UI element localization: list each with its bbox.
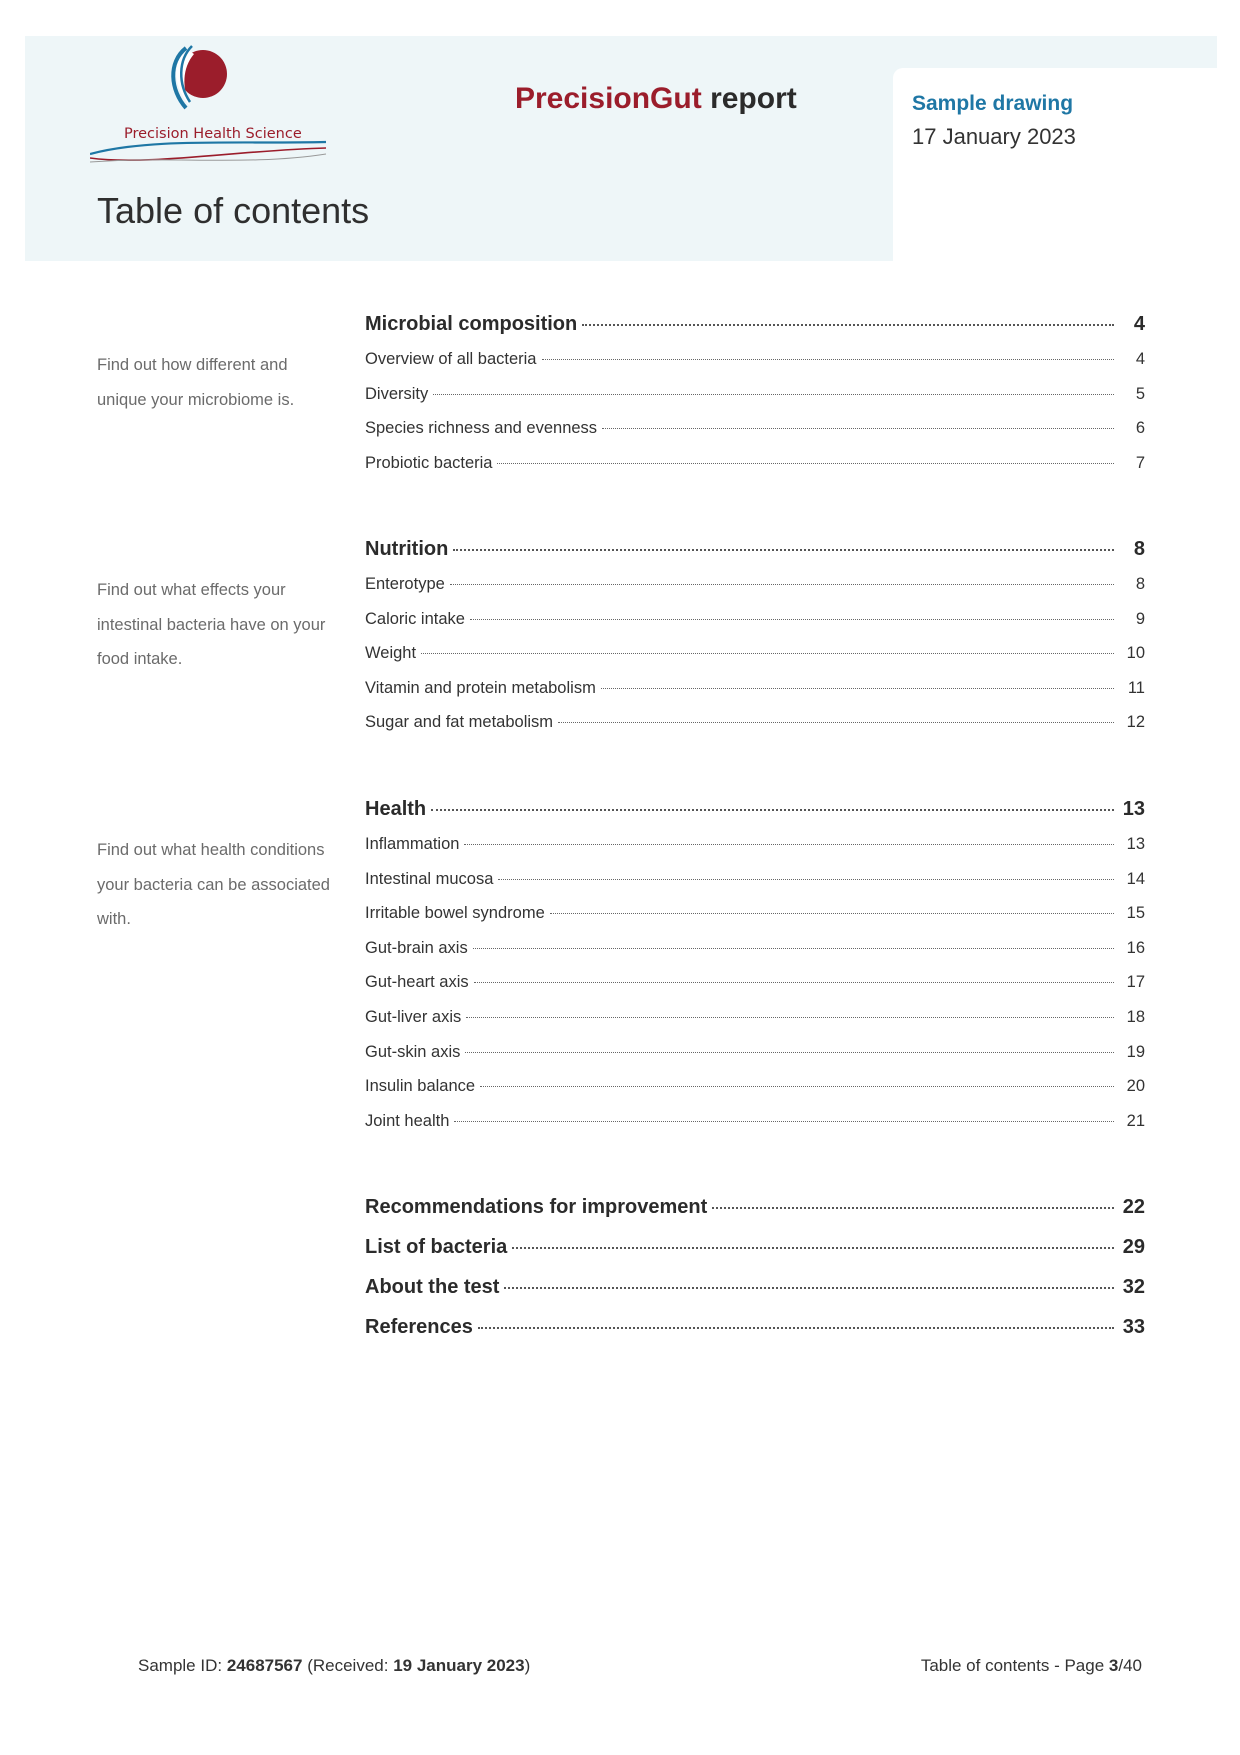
toc-item-page: 13 (1126, 835, 1145, 853)
toc-section-nutrition (365, 538, 1145, 748)
toc-item-label: Gut-liver axis (365, 1007, 462, 1026)
toc-item-label: Insulin balance (365, 1077, 476, 1096)
toc-item-label: Probiotic bacteria (365, 453, 493, 472)
toc-main-page: 22 (1122, 1196, 1145, 1218)
dot-leader (474, 982, 1114, 983)
dot-leader (466, 1017, 1114, 1018)
report-suffix: report (710, 82, 797, 115)
toc-item[interactable] (365, 870, 1145, 905)
logo-emblem-icon (90, 42, 330, 172)
dot-leader (712, 1207, 1114, 1209)
dot-leader (558, 722, 1114, 723)
dot-leader (433, 394, 1114, 395)
dot-leader (550, 913, 1114, 914)
toc-section-microbial-composition (365, 313, 1145, 488)
dot-leader (470, 619, 1114, 620)
toc-item-page: 17 (1126, 973, 1145, 992)
sample-id-label: Sample ID: (138, 1656, 223, 1675)
toc-item-page: 10 (1126, 644, 1145, 663)
toc-item[interactable] (365, 939, 1145, 974)
dot-leader (601, 688, 1114, 689)
dot-leader (473, 948, 1114, 949)
toc-item-label: Species richness and evenness (365, 419, 598, 438)
toc-item-page: 5 (1135, 384, 1145, 403)
toc-item-page: 16 (1126, 938, 1145, 957)
toc-item[interactable] (365, 610, 1145, 645)
toc-main-page: 29 (1122, 1236, 1145, 1258)
toc-item[interactable] (365, 385, 1145, 420)
toc-item[interactable] (365, 644, 1145, 679)
toc-main-entry[interactable] (365, 1196, 1145, 1236)
page-current: 3 (1108, 1656, 1119, 1675)
toc-heading[interactable] (365, 538, 1145, 575)
received-label: (Received: (307, 1656, 389, 1675)
toc-item-label: Gut-skin axis (365, 1042, 461, 1061)
toc-heading-page: 8 (1133, 538, 1145, 560)
toc-main-page: 33 (1122, 1316, 1145, 1338)
toc-item[interactable] (365, 973, 1145, 1008)
toc-item[interactable] (365, 713, 1145, 748)
page-title: Table of contents (97, 190, 370, 231)
dot-leader (480, 1086, 1114, 1087)
dot-leader (464, 844, 1114, 845)
toc-item[interactable] (365, 679, 1145, 714)
toc-heading[interactable] (365, 798, 1145, 835)
toc-item-page: 9 (1135, 609, 1145, 628)
toc-heading[interactable] (365, 313, 1145, 350)
toc-item[interactable] (365, 575, 1145, 610)
toc-item-page: 18 (1126, 1007, 1145, 1026)
toc-item-page: 7 (1135, 453, 1145, 472)
dot-leader (478, 1327, 1114, 1329)
dot-leader (504, 1287, 1114, 1289)
toc-item[interactable] (365, 1008, 1145, 1043)
toc-item-page: 19 (1126, 1042, 1145, 1061)
toc-item[interactable] (365, 904, 1145, 939)
dot-leader (431, 809, 1114, 811)
toc-main-page: 32 (1122, 1276, 1145, 1298)
toc-heading-page: 4 (1133, 313, 1145, 335)
toc-item-label: Sugar and fat metabolism (365, 713, 554, 732)
toc-heading-page: 13 (1122, 798, 1145, 820)
dot-leader (582, 324, 1114, 326)
sample-id-value: 24687567 (226, 1656, 303, 1675)
toc-item-label: Joint health (365, 1111, 450, 1130)
toc-main-entry[interactable] (365, 1316, 1145, 1356)
received-date: 19 January 2023 (393, 1656, 525, 1675)
logo-text: Precision Health Science (124, 126, 302, 142)
toc-main-entry[interactable] (365, 1276, 1145, 1316)
dot-leader (450, 584, 1114, 585)
toc-main-label: List of bacteria (365, 1236, 508, 1258)
dot-leader (465, 1052, 1114, 1053)
section-description: Find out what health conditions your bacteria can be associated with. (97, 841, 330, 928)
report-title (515, 82, 797, 116)
toc-item-page: 11 (1127, 678, 1145, 697)
dot-leader (602, 428, 1114, 429)
toc-item-page: 6 (1135, 419, 1145, 438)
toc-item-label: Weight (365, 644, 417, 663)
toc-heading-label: Microbial composition (365, 313, 578, 335)
page-total: /40 (1118, 1656, 1142, 1675)
toc-item-label: Gut-brain axis (365, 938, 468, 957)
dot-leader (497, 463, 1114, 464)
dot-leader (498, 879, 1114, 880)
toc-main-label: About the test (365, 1276, 500, 1298)
toc-item-label: Caloric intake (365, 609, 465, 628)
toc-item-label: Vitamin and protein metabolism (365, 678, 596, 697)
toc-item-label: Irritable bowel syndrome (365, 904, 545, 923)
toc-item[interactable] (365, 350, 1145, 385)
toc-section-health (365, 798, 1145, 1146)
toc-item-label: Intestinal mucosa (365, 869, 494, 888)
footer-sample-info (138, 1656, 530, 1676)
dot-leader (453, 549, 1114, 551)
toc-item-page: 12 (1126, 713, 1145, 732)
toc-item[interactable] (365, 1112, 1145, 1147)
section-description: Find out what effects your intestinal bacteria have on your food intake. (97, 581, 326, 668)
section-description: Find out how different and unique your microbiome is. (97, 356, 295, 409)
report-brand: PrecisionGut (515, 82, 702, 115)
footer-page-info (921, 1656, 1142, 1676)
dot-leader (512, 1247, 1114, 1249)
toc-item[interactable] (365, 419, 1145, 454)
dot-leader (542, 359, 1115, 360)
toc-item-label: Enterotype (365, 575, 445, 593)
toc-main-entries (365, 1196, 1145, 1356)
toc-item-page: 15 (1126, 904, 1145, 923)
toc-item-page: 4 (1135, 350, 1145, 368)
toc-main-entry[interactable] (365, 1236, 1145, 1276)
toc-item-page: 14 (1126, 869, 1145, 888)
dot-leader (421, 653, 1114, 654)
toc-item-label: Inflammation (365, 835, 460, 853)
sample-date: 17 January 2023 (912, 124, 1076, 149)
toc-item[interactable] (365, 454, 1145, 489)
toc-item[interactable] (365, 835, 1145, 870)
toc-item-label: Gut-heart axis (365, 973, 469, 992)
toc-item-page: 8 (1135, 575, 1145, 593)
sample-label: Sample drawing (912, 92, 1074, 115)
toc-item-label: Overview of all bacteria (365, 350, 537, 368)
toc-item[interactable] (365, 1043, 1145, 1078)
toc-heading-label: Nutrition (365, 538, 449, 560)
toc-item-page: 20 (1126, 1077, 1145, 1096)
toc-item-label: Diversity (365, 384, 429, 403)
company-logo (90, 42, 330, 172)
toc-heading-label: Health (365, 798, 427, 820)
toc-item-page: 21 (1126, 1111, 1145, 1130)
received-close: ) (524, 1656, 531, 1675)
toc-main-label: References (365, 1316, 473, 1338)
footer-section-label: Table of contents - Page (920, 1656, 1105, 1675)
toc-item[interactable] (365, 1077, 1145, 1112)
dot-leader (454, 1121, 1114, 1122)
toc-main-label: Recommendations for improvement (365, 1196, 708, 1218)
